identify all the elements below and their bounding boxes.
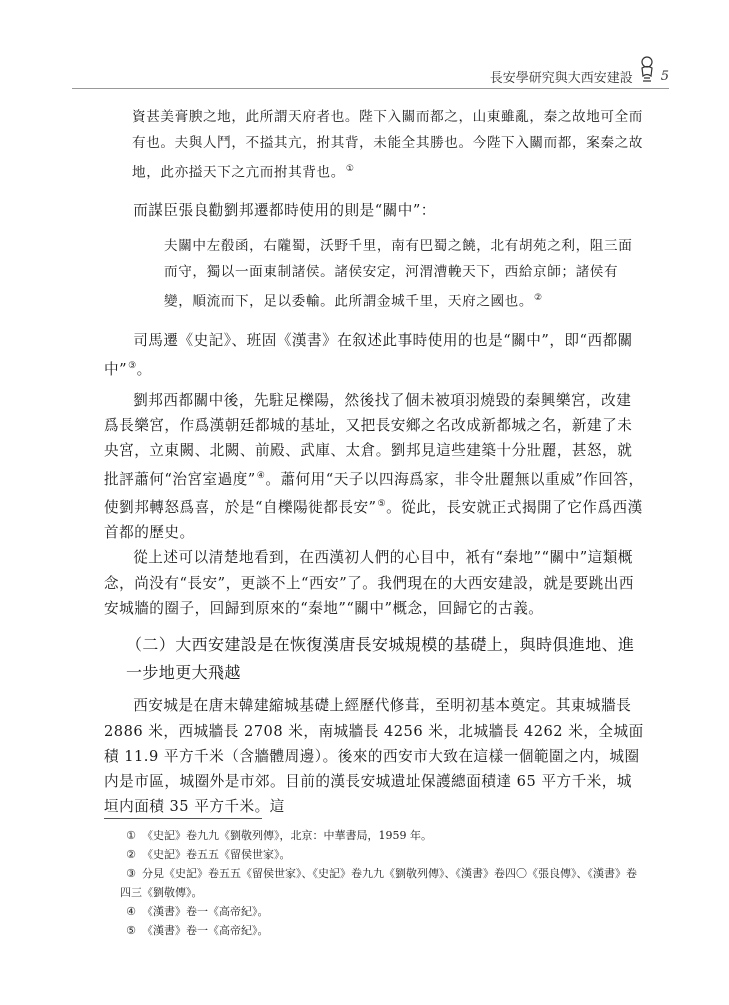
footnote-number: ①: [126, 829, 136, 842]
header-rule: [72, 88, 669, 89]
page-body: [104, 104, 644, 820]
footnote-text: 《史記》卷九九《劉敬列傳》，北京：中華書局，1959 年。: [142, 829, 432, 842]
footnote-item: [104, 826, 644, 845]
section-heading: （二）大西安建設是在恢復漢唐長安城規模的基礎上，與時俱進地、進一步地更大飛越: [126, 635, 635, 683]
footnote-text: 《漢書》卷一《高帝紀》。: [142, 924, 269, 937]
block-quote-1: [132, 104, 644, 186]
paragraph-2-part3: 。從此，長安就正式揭開了它作爲西漢首都的歷史。: [104, 498, 643, 542]
page-number: 5: [660, 68, 669, 84]
footnote-item: [104, 864, 644, 902]
running-header: [490, 66, 669, 86]
series-logo-icon: [639, 56, 655, 86]
footnote-text: 《史記》卷五五《留侯世家》。: [142, 848, 291, 861]
paragraph-3: 從上述可以清楚地看到，在西漢初人們的心目中，衹有“秦地”“關中”這類概念，尚没有“長安”，更談不上“西安”了。我們現在的大西安建設，就是要跳出西安城牆的圈子，回歸到原來的“秦地”“關中”概念，回歸它的古義。: [104, 549, 634, 617]
footnotes: [104, 826, 644, 940]
footnote-item: [104, 921, 644, 940]
footnote-ref-5[interactable]: ⑤: [377, 498, 387, 509]
paragraph-2: [104, 388, 644, 546]
intro-paragraph: 而謀臣張良勸劉邦遷都時使用的則是“關中”：: [133, 201, 436, 219]
footnote-number: ④: [126, 905, 136, 918]
footnote-item: [104, 902, 644, 921]
paragraph-1-tail: 。: [136, 360, 152, 378]
block-quote-1-text: 資甚美膏腴之地，此所謂天府者也。陛下入關而都之，山東雖亂，秦之故地可全而有也。夫與人鬥，不搤其亢，拊其背，未能全其勝也。今陛下入關而都，案秦之故地，此亦搤天下之亢而拊其背也。: [132, 109, 643, 181]
paragraph-4: 西安城是在唐末韓建縮城基礎上經歷代修葺，至明初基本奠定。其東城牆長 2886 米，西城牆長 2708 米，南城牆長 4256 米，北城牆長 4262 米，全城面積 11.9 平方千米（含牆體周邊）。後來的西安市大致在這樣一個範圍之内，城圈内是市區，城圈外是市郊。目前的漢長安城遺址保護總面積達 65 平方千米，城垣内面積 35 平方千米。這: [104, 697, 644, 816]
block-quote-2: [164, 233, 644, 315]
footnote-text: 《漢書》卷一《高帝紀》。: [142, 905, 269, 918]
footnote-number: ②: [126, 848, 136, 861]
block-quote-2-text: 夫關中左殽函，右隴蜀，沃野千里，南有巴蜀之饒，北有胡苑之利，阻三面而守，獨以一面東制諸侯。諸侯安定，河渭漕輓天下，西給京師；諸侯有變，順流而下，足以委輸。此所謂金城千里，天府之國也。: [164, 237, 633, 310]
paragraph-1: [104, 328, 644, 381]
footnote-ref-2[interactable]: ②: [534, 292, 543, 303]
running-title: 長安學研究與大西安建設: [489, 70, 633, 86]
footnote-number: ⑤: [126, 924, 136, 937]
paragraph-2-part1: 劉邦西都關中後，先駐足櫟陽，然後找了個未被項羽燒毀的秦興樂宮，改建爲長樂宮，作爲漢朝廷都城的基址，又把長安鄉之名改成新都城之名，新建了未央宮，立東闕、北闕、前殿、武庫、太倉。劉邦見這些建築十分壯麗，甚怒，就批評蕭何“治宮室過度”: [104, 391, 633, 488]
footnote-rule: [104, 818, 262, 819]
footnote-text: 分見《史記》卷五五《留侯世家》、《史記》卷九九《劉敬列傳》、《漢書》卷四〇《張良傳》、《漢書》卷四三《劉敬傳》。: [120, 867, 637, 899]
paragraph-2-part2: 。蕭何用“天子以四海爲家，非令壯麗無以重威”作回答，使劉邦轉怒爲喜，於是“自櫟陽徙都長安”: [104, 470, 644, 516]
footnote-ref-1[interactable]: ①: [345, 164, 355, 174]
footnote-ref-3[interactable]: ③: [128, 360, 137, 371]
footnote-item: [104, 845, 644, 864]
footnote-ref-4[interactable]: ④: [256, 470, 266, 481]
paragraph-1-text: 司馬遷《史記》、班固《漢書》在叙述此事時使用的也是“關中”，即“西都關中”: [104, 332, 633, 378]
footnote-number: ③: [126, 867, 136, 880]
